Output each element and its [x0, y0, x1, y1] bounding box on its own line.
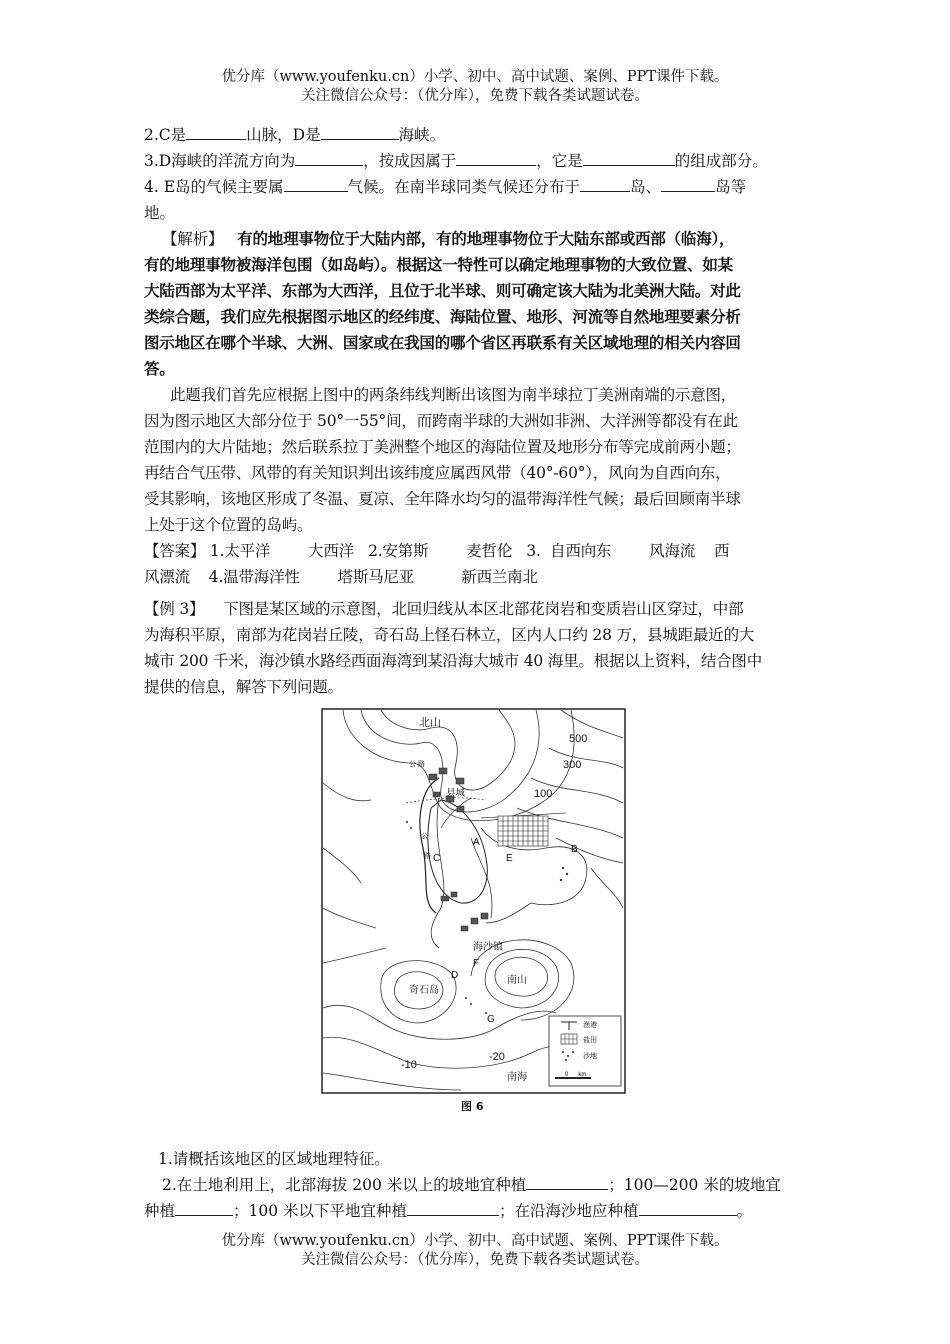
header-line-1: 优分库（www.youfenku.cn）小学、初中、高中试题、案例、PPT课件下载。	[221, 69, 729, 85]
previous-questions	[144, 122, 808, 226]
label-north-mountain: 北山	[419, 717, 441, 729]
question-4: 4. E岛的气候主要属 气候。在南半球同类气候还分布于 岛、 岛等	[144, 178, 747, 196]
question-2: 2.在土地利用上，北部海拔 200 米以上的坡地宜种植 ；100—200 米的坡地宜	[162, 1176, 781, 1194]
question-4-cont: 地。	[144, 204, 176, 222]
label-a: A	[473, 837, 480, 848]
header-line-2: 关注微信公众号：（优分库），免费下载各类试题试卷。	[301, 88, 649, 104]
label-c: C	[433, 853, 441, 864]
label-road-3: 路	[424, 853, 431, 860]
label-south-mountain: 南山	[507, 975, 527, 986]
label-county-town: 县城	[446, 788, 466, 799]
analysis-text: 因为图示地区大部分位于 50°一55°间，而跨南半球的大洲如非洲、大洋洲等都没有在此	[144, 412, 738, 430]
analysis-section	[144, 226, 808, 590]
label-depth-20: -20	[489, 1051, 505, 1063]
example-3-line: 城市 200 千米，海沙镇水路经西面海湾到某沿海大城市 40 海里。根据以上资料，结合图中	[144, 652, 763, 670]
questions-section	[144, 1146, 808, 1224]
legend-scale: 0 km	[565, 1072, 587, 1078]
footer-line-2: 关注微信公众号：（优分库），免费下载各类试题试卷。	[301, 1252, 649, 1268]
example-3	[144, 596, 808, 700]
label-town: 海沙镇	[473, 942, 503, 953]
label-f: F	[473, 958, 480, 969]
question-2: 2.C是 山脉，D是 海峡。	[144, 126, 446, 144]
analysis-text: 再结合气压带、风带的有关知识判出该纬度应属西风带（40°-60°），风向为自西向东，	[144, 464, 731, 482]
answer-line-1: 【答案】 1.太平洋 大西洋 2.安第斯 麦哲伦 3. 自西向东 风海流 西	[144, 542, 730, 560]
question-1: 1.请概括该地区的区域地理特征。	[158, 1150, 390, 1168]
example-3-line: 为海积平原，南部为花岗岩丘陵，奇石岛上怪石林立，区内人口约 28 万，县城距最近的大	[144, 626, 755, 644]
example-3-line: 提供的信息，解答下列问题。	[144, 678, 343, 696]
page-header	[0, 68, 950, 106]
label-road-2: 公	[421, 833, 428, 840]
analysis-line: 答。	[144, 359, 175, 378]
map-legend	[549, 1016, 621, 1086]
page-footer	[0, 1232, 950, 1270]
analysis-text: 受其影响，该地区形成了冬温、夏凉、全年降水均匀的温带海洋性气候；最后回顾南半球	[144, 490, 741, 508]
analysis-line: 大陆西部为太平洋、东部为大西洋，且位于北半球、则可确定该大陆为北美洲大陆。对此	[144, 281, 741, 300]
analysis-text: 范围内的大片陆地；然后联系拉丁美洲整个地区的海陆位置及地形分布等完成前两小题；	[144, 438, 741, 456]
analysis-label: 【解析】	[162, 230, 224, 248]
label-road: 公 路	[409, 761, 425, 768]
label-d: D	[451, 970, 459, 981]
analysis-text: 上处于这个位置的岛屿。	[144, 516, 313, 534]
legend-salt-field: 盐田	[583, 1037, 597, 1044]
example-3-line: 【例 3】 下图是某区域的示意图，北回归线从本区北部花岗岩和变质岩山区穿过，中部	[144, 600, 744, 618]
legend-sand: 沙地	[583, 1053, 597, 1060]
region-map	[321, 708, 626, 1094]
figure-caption: 图 6	[461, 1100, 484, 1113]
legend-port: 渔港	[583, 1022, 597, 1029]
footer-line-1: 优分库（www.youfenku.cn）小学、初中、高中试题、案例、PPT课件下载。	[221, 1233, 729, 1249]
label-contour-100: 100	[534, 788, 553, 800]
question-3: 3.D海峡的洋流方向为 ，按成因属于 ，它是 的组成部分。	[144, 152, 768, 170]
analysis-line: 图示地区在哪个半球、大洲、国家或在我国的哪个省区再联系有关区域地理的相关内容回	[144, 333, 741, 352]
analysis-line: 类综合题，我们应先根据图示地区的经纬度、海陆位置、地形、河流等自然地理要素分析	[144, 307, 741, 326]
label-depth-10: -10	[401, 1059, 417, 1071]
salt-field-grid	[498, 816, 548, 846]
label-south-sea: 南海	[507, 1072, 527, 1083]
analysis-line: 有的地理事物被海洋包围（如岛屿）。根据这一特性可以确定地理事物的大致位置、如某	[144, 255, 733, 274]
question-2-cont: 种植 ；100 米以下平地宜种植 ；在沿海沙地应种植 。	[144, 1202, 753, 1220]
label-contour-500: 500	[569, 733, 588, 745]
label-b: B	[571, 844, 578, 855]
label-island: 奇石岛	[409, 985, 439, 996]
label-contour-300: 300	[563, 759, 582, 771]
analysis-line: 【解析】 有的地理事物位于大陆内部，有的地理事物位于大陆东部或西部（临海），	[144, 226, 808, 252]
label-e: E	[506, 853, 513, 864]
analysis-text: 此题我们首先应根据上图中的两条纬线判断出该图为南半球拉丁美洲南端的示意图，	[170, 386, 737, 404]
label-g: G	[487, 1014, 495, 1025]
answer-line-2: 风漂流 4.温带海洋性 塔斯马尼亚 新西兰南北	[144, 568, 538, 586]
